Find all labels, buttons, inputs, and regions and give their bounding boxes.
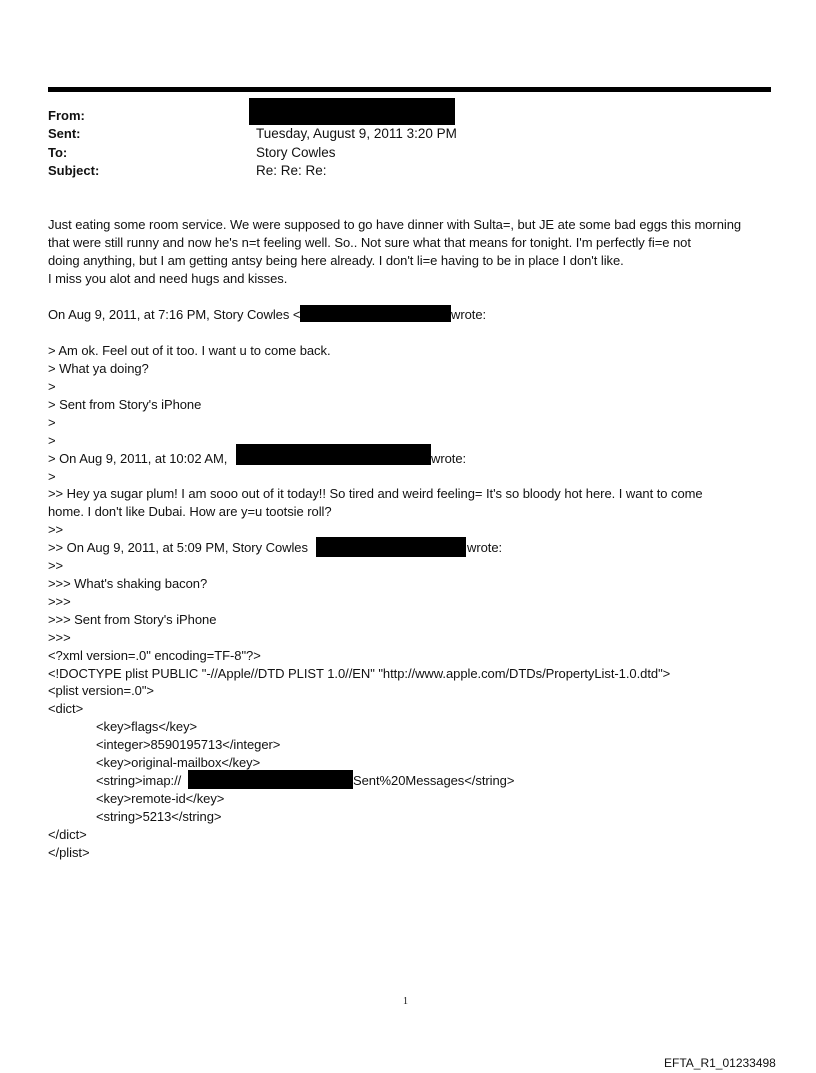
quote-attribution-wrote: wrote: — [467, 540, 503, 555]
quote-attribution: > On Aug 9, 2011, at 10:02 AM, — [48, 451, 228, 466]
quoted-line: > — [48, 379, 56, 394]
quoted-line: home. I don't like Dubai. How are y=u tootsie roll? — [48, 504, 332, 519]
quoted-line: > — [48, 469, 56, 484]
quoted-line: > What ya doing? — [48, 361, 149, 376]
xml-line: </dict> — [48, 827, 87, 842]
xml-line: <!DOCTYPE plist PUBLIC "-//Apple//DTD PLIST 1.0//EN" "http://www.apple.com/DTDs/PropertyList-1.0.dtd"> — [48, 666, 671, 681]
to-value: Story Cowles — [256, 145, 336, 160]
xml-line: </plist> — [48, 845, 90, 860]
body-line: that were still runny and now he's n=t feeling well. So.. Not sure what that means for tonight. I'm perfectly fi=e not — [48, 235, 691, 250]
quote-attribution: >> On Aug 9, 2011, at 5:09 PM, Story Cowles — [48, 540, 308, 555]
page-number: 1 — [403, 996, 408, 1007]
quote-attribution: On Aug 9, 2011, at 7:16 PM, Story Cowles < — [48, 307, 301, 322]
xml-line: <key>remote-id</key> — [96, 791, 225, 806]
sent-label: Sent: — [48, 126, 81, 141]
subject-label: Subject: — [48, 163, 100, 178]
quote-attribution-wrote: wrote: — [451, 307, 487, 322]
quoted-line: >> — [48, 522, 64, 537]
quoted-line: >> — [48, 558, 64, 573]
quoted-line: >>> — [48, 594, 71, 609]
redaction-from — [249, 98, 455, 125]
quoted-line: > — [48, 415, 56, 430]
redaction-email — [300, 305, 451, 322]
bates-number: EFTA_R1_01233498 — [664, 1056, 776, 1070]
body-line: Just eating some room service. We were supposed to go have dinner with Sulta=, but JE ate some bad eggs this morning — [48, 217, 742, 232]
header-rule — [48, 87, 771, 92]
xml-line: <string>imap:// — [96, 773, 182, 788]
xml-line: <?xml version=.0" encoding=TF-8"?> — [48, 648, 261, 663]
quoted-line: >>> Sent from Story's iPhone — [48, 612, 217, 627]
xml-line: <string>5213</string> — [96, 809, 222, 824]
redaction-email — [316, 537, 466, 557]
xml-line: <key>original-mailbox</key> — [96, 755, 261, 770]
xml-line: <key>flags</key> — [96, 719, 198, 734]
quoted-line: > Am ok. Feel out of it too. I want u to come back. — [48, 343, 331, 358]
to-label: To: — [48, 145, 68, 160]
xml-line: <dict> — [48, 701, 84, 716]
body-line: doing anything, but I am getting antsy being here already. I don't li=e having to be in place I don't like. — [48, 253, 624, 268]
quoted-line: >> Hey ya sugar plum! I am sooo out of it today!! So tired and weird feeling= It's so bloody hot here. I want to come — [48, 486, 703, 501]
subject-value: Re: Re: Re: — [256, 163, 327, 178]
redaction-email — [236, 444, 431, 465]
xml-line: <integer>8590195713</integer> — [96, 737, 281, 752]
quoted-line: >>> — [48, 630, 71, 645]
from-label: From: — [48, 108, 85, 123]
quoted-line: > — [48, 433, 56, 448]
quote-attribution-wrote: wrote: — [431, 451, 467, 466]
xml-line: <plist version=.0"> — [48, 683, 154, 698]
quoted-line: >>> What's shaking bacon? — [48, 576, 208, 591]
body-line: I miss you alot and need hugs and kisses. — [48, 271, 288, 286]
quoted-line: > Sent from Story's iPhone — [48, 397, 202, 412]
sent-value: Tuesday, August 9, 2011 3:20 PM — [256, 126, 457, 141]
xml-line: Sent%20Messages</string> — [353, 773, 515, 788]
redaction-mailbox — [188, 770, 353, 789]
